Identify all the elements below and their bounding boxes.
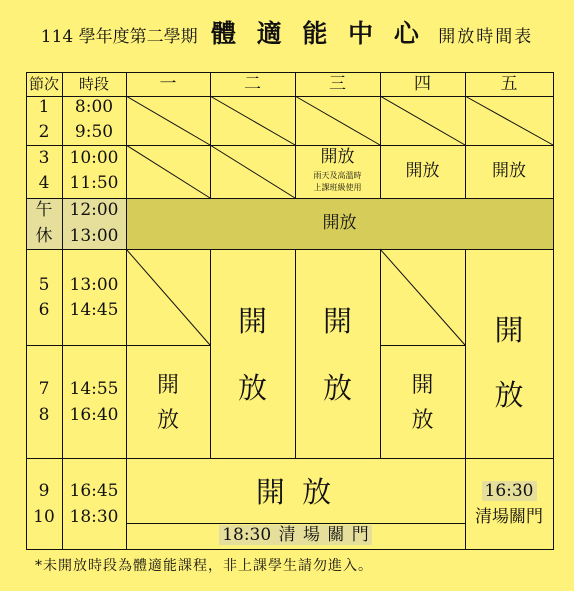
title-suffix: 開放時間表 bbox=[438, 27, 534, 47]
closed-slash bbox=[380, 96, 465, 145]
thu-open-char: 開 bbox=[411, 373, 434, 398]
period-number: 9 bbox=[38, 481, 50, 501]
closed-slash bbox=[465, 96, 553, 145]
tue-open-char: 放 bbox=[237, 371, 267, 405]
time-label: 14:55 bbox=[69, 379, 119, 399]
mon-open-char: 開 bbox=[156, 373, 179, 398]
period-number: 7 bbox=[38, 379, 50, 399]
wed-open-char: 開 bbox=[322, 304, 352, 338]
header-day-tue: 二 bbox=[244, 74, 261, 94]
time-label: 12:00 bbox=[69, 200, 119, 220]
lunch-label: 午 bbox=[35, 200, 53, 220]
period-number: 5 bbox=[38, 275, 50, 295]
closed-slash bbox=[295, 96, 380, 145]
tue-open-char: 開 bbox=[237, 304, 267, 338]
closed-slash bbox=[210, 145, 295, 198]
closed-slash bbox=[126, 96, 210, 145]
time-label: 8:00 bbox=[74, 97, 114, 117]
title-center: 體 適 能 中 心 bbox=[211, 19, 425, 48]
fri-close-time bbox=[465, 483, 553, 500]
header-day-fri: 五 bbox=[500, 74, 518, 94]
closed-slash bbox=[126, 145, 210, 198]
closed-slash bbox=[126, 249, 210, 345]
fri-open-char: 放 bbox=[494, 378, 524, 412]
period-number: 3 bbox=[38, 148, 50, 168]
period-number: 8 bbox=[38, 405, 50, 425]
lunch-open-label: 開放 bbox=[322, 213, 357, 233]
fri-open-label: 開放 bbox=[492, 161, 526, 181]
evening-open-label: 開 放 bbox=[255, 475, 336, 509]
thu-open-char: 放 bbox=[411, 408, 434, 433]
header-day-wed: 三 bbox=[329, 74, 346, 94]
time-label: 18:30 bbox=[69, 507, 119, 527]
period-number: 10 bbox=[33, 507, 55, 527]
wed-open-char: 放 bbox=[322, 371, 352, 405]
time-label: 13:00 bbox=[69, 275, 119, 295]
fri-open-char: 開 bbox=[494, 313, 524, 347]
closed-slash bbox=[210, 96, 295, 145]
time-label: 14:45 bbox=[69, 300, 119, 320]
time-label: 11:50 bbox=[69, 173, 119, 193]
wed-open-label: 開放 bbox=[320, 147, 355, 167]
fri-close-time-text: 16:30 bbox=[482, 481, 537, 501]
time-label: 13:00 bbox=[69, 226, 119, 246]
header-day-thu: 四 bbox=[414, 74, 431, 94]
wed-open-note: 雨天及高溫時 bbox=[313, 171, 362, 180]
header-time: 時段 bbox=[78, 75, 109, 93]
lunch-label: 休 bbox=[35, 226, 53, 246]
time-label: 16:40 bbox=[69, 405, 119, 425]
evening-close-notice bbox=[126, 527, 465, 544]
thu-open-label: 開放 bbox=[405, 161, 440, 181]
header-period: 節次 bbox=[28, 75, 59, 93]
evening-close-text: 18:30 清 場 關 門 bbox=[219, 525, 372, 545]
closed-slash bbox=[380, 249, 465, 345]
period-number: 1 bbox=[38, 97, 50, 117]
time-label: 10:00 bbox=[69, 148, 119, 168]
time-label: 9:50 bbox=[74, 122, 114, 142]
time-label: 16:45 bbox=[69, 481, 119, 501]
fri-close-label: 清場關門 bbox=[475, 507, 543, 527]
period-number: 4 bbox=[38, 173, 50, 193]
wed-open-note: 上課班級使用 bbox=[313, 183, 362, 192]
header-day-mon: 一 bbox=[159, 74, 177, 94]
title-prefix: 114 學年度第二學期 bbox=[40, 27, 198, 47]
mon-open-char: 放 bbox=[156, 408, 179, 433]
period-number: 2 bbox=[38, 122, 50, 142]
period-number: 6 bbox=[38, 300, 50, 320]
footnote: *未開放時段為體適能課程，非上課學生請勿進入。 bbox=[35, 558, 373, 574]
